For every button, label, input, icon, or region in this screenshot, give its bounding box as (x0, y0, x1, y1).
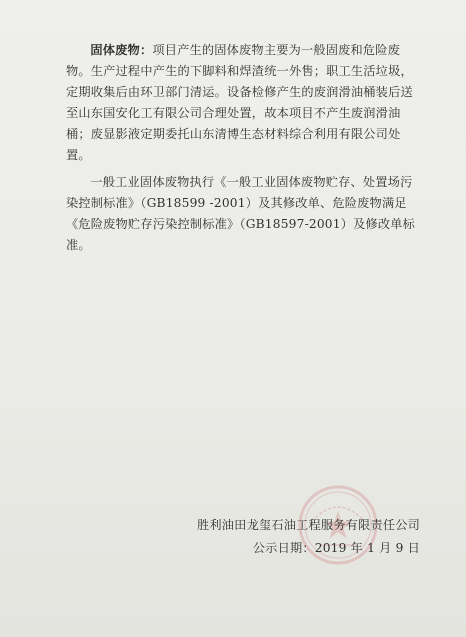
publish-date-value: 2019 年 1 月 9 日 (314, 541, 420, 555)
solid-waste-label: 固体废物： (90, 43, 153, 57)
solid-waste-text: 项目产生的固体废物主要为一般固废和危险废物。生产过程中产生的下脚料和焊渣统一外售；职工生活垃圾，定期收集后由环卫部门清运。设备检修产生的废润滑油桶装后送至山东国安化工有限公司合理处置，故本项目不产生废润滑油桶；废显影液定期委托山东清博生态材料综合利用有限公司处置。 (66, 43, 413, 162)
publish-date-label: 公示日期： (252, 541, 315, 555)
company-name: 胜利油田龙玺石油工程服务有限责任公司 (197, 518, 420, 532)
solid-waste-paragraph (66, 40, 420, 166)
document-body (66, 40, 420, 256)
publish-date (197, 537, 420, 560)
document-footer (197, 514, 420, 560)
standards-paragraph (66, 172, 420, 256)
standards-text: 一般工业固体废物执行《一般工业固体废物贮存、处置场污染控制标准》（GB18599 -2001）及其修改单、危险废物满足《危险废物贮存污染控制标准》（GB18597-2001）及修改单标准。 (66, 175, 416, 252)
